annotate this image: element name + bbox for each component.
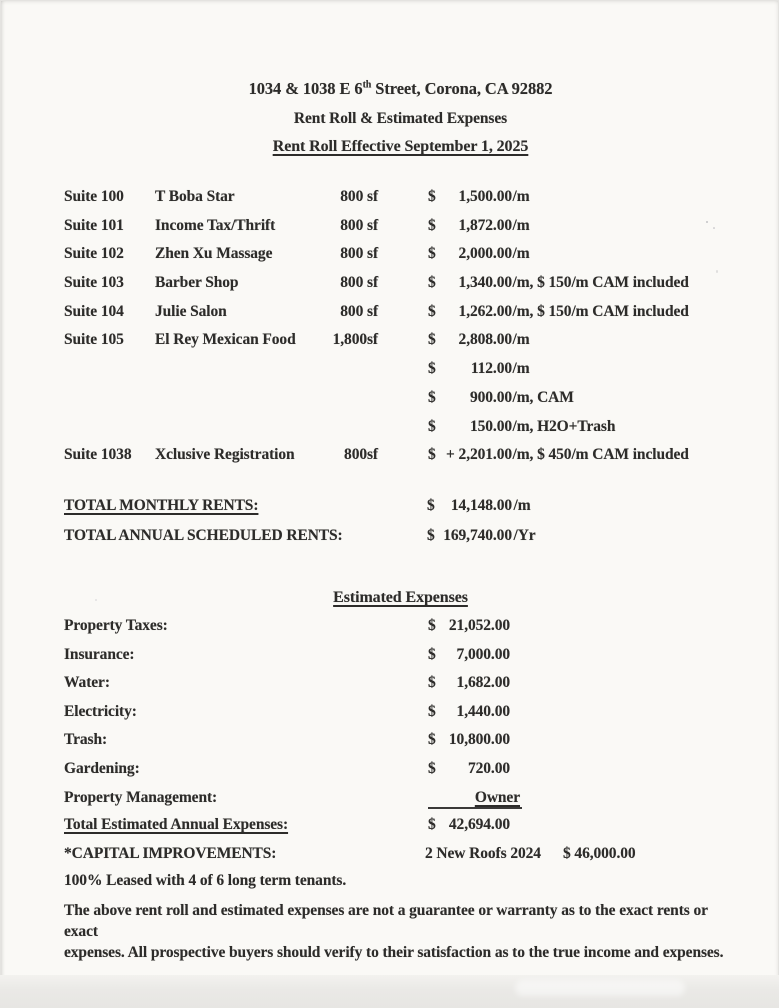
capital-improvements-note: 2 New Roofs 2024 [425,845,541,862]
effective-date-text: Rent Roll Effective September 1, 2025 [272,138,529,155]
property-address [0,79,779,99]
rent-amount: 112.00 [470,360,512,378]
dollar-sign: $ [427,526,435,544]
suite-number: Suite 103 [64,274,124,292]
estimated-expenses-heading [0,589,779,607]
total-monthly-rents-terms: /m [513,497,531,514]
dollar-sign: $ [428,702,436,720]
rent-terms: /m, $ 150/m CAM included [512,302,689,320]
total-annual-rents-row [0,527,779,557]
rent-roll-row [0,418,779,447]
rent-roll-row [0,446,779,475]
rent-amount: 1,262.00 [458,302,512,320]
dollar-sign: $ [428,645,436,663]
tenant-name: El Rey Mexican Food [155,331,296,349]
rent-roll-row [0,217,779,246]
rent-roll-row [0,331,779,360]
square-footage: 1,800sf [332,331,378,349]
expense-row [0,731,779,760]
estimated-expenses-table [0,617,779,817]
disclaimer-text [64,900,739,963]
suite-number: Suite 102 [64,245,124,263]
suite-number: Suite 101 [64,216,124,234]
square-footage: 800 sf [340,216,378,234]
capital-improvements-row [0,845,779,873]
rent-amount: 1,340.00 [458,274,512,292]
rent-terms: /m, H2O+Trash [512,417,616,435]
rent-terms: /m [512,245,530,263]
expense-row [0,789,779,818]
dollar-sign: $ [428,388,436,406]
disclaimer-line-2: expenses. All prospective buyers should verify to their satisfaction as to the true income and expenses. [64,944,724,961]
scan-speckle [713,227,715,229]
rent-roll-row [0,389,779,418]
suite-number: Suite 1038 [64,446,132,464]
expense-label: Gardening: [64,759,140,777]
square-footage: 800 sf [340,245,378,263]
address-ordinal-suffix: th [362,79,372,91]
square-footage: 800 sf [340,274,378,292]
expense-label: Property Taxes: [64,617,168,634]
address-suffix: Street, Corona, CA 92882 [371,79,553,98]
suite-number: Suite 105 [64,331,124,349]
expense-row [0,674,779,703]
rent-roll-row [0,188,779,217]
rent-terms: /m [512,216,530,234]
effective-date-heading [0,138,779,156]
dollar-sign: $ [428,360,436,378]
capital-improvements-amount: $ 46,000.00 [563,845,636,862]
total-monthly-rents-amount: 14,148.00 [450,497,512,514]
expense-amount: 7,000.00 [456,645,510,663]
square-footage: 800 sf [340,302,378,320]
dollar-sign: $ [428,816,436,833]
dollar-sign: $ [428,216,436,234]
total-annual-rents-terms: /Yr [513,526,536,544]
address-prefix: 1034 & 1038 E 6 [248,79,363,98]
rent-terms: /m [512,360,530,378]
expense-row [0,646,779,675]
scan-smudge-artifact [515,980,685,996]
tenant-name: Zhen Xu Massage [155,245,273,263]
rent-terms: /m [512,188,530,205]
suite-number: Suite 104 [64,302,124,320]
rent-terms: /m, CAM [512,388,574,406]
rent-terms: /m, $ 150/m CAM included [512,274,689,292]
rent-amount: 1,872.00 [458,216,512,234]
expense-label: Water: [64,674,110,692]
leased-note: 100% Leased with 4 of 6 long term tenants. [64,872,347,889]
rent-amount: 2,000.00 [458,245,512,263]
total-expenses-label: Total Estimated Annual Expenses: [64,816,289,833]
expense-amount: 10,800.00 [448,731,510,749]
square-footage: 800 sf [340,188,378,205]
rent-amount: 1,500.00 [458,188,512,205]
estimated-expenses-heading-text: Estimated Expenses [333,589,468,606]
dollar-sign: $ [428,446,436,464]
tenant-name: Julie Salon [155,302,227,320]
total-expenses-row [0,816,779,845]
expense-amount: 21,052.00 [448,617,510,634]
dollar-sign: $ [428,759,436,777]
tenant-name: T Boba Star [155,188,235,205]
dollar-sign: $ [428,331,436,349]
dollar-sign: $ [427,497,435,514]
expense-label: Insurance: [64,645,135,663]
rent-roll-row [0,274,779,303]
expense-label: Property Management: [64,788,218,806]
square-footage: 800sf [344,446,378,464]
rent-roll-row [0,303,779,332]
dollar-sign: $ [428,731,436,749]
total-monthly-rents-label: TOTAL MONTHLY RENTS: [64,497,259,514]
expense-row [0,703,779,732]
total-annual-rents-label: TOTAL ANNUAL SCHEDULED RENTS: [64,526,343,544]
dollar-sign: $ [428,302,436,320]
document-title: Rent Roll & Estimated Expenses [293,110,508,127]
tenant-name: Income Tax/Thrift [155,216,276,234]
rent-amount: 150.00 [469,417,512,435]
dollar-sign: $ [428,617,436,634]
scan-speckle [706,221,708,223]
expense-amount: 1,440.00 [456,702,510,720]
scan-speckle [95,599,97,601]
expense-amount: 1,682.00 [456,674,510,692]
dollar-sign: $ [428,674,436,692]
total-monthly-rents-row [0,497,779,527]
rent-terms: /m [512,331,530,349]
rent-amount: 900.00 [469,388,512,406]
rent-roll-row [0,360,779,389]
tenant-name: Xclusive Registration [155,446,295,464]
tenant-name: Barber Shop [155,274,239,292]
owner-value: Owner [428,789,522,809]
rent-amount: + 2,201.00 [446,446,512,464]
dollar-sign: $ [428,245,436,263]
scan-speckle [716,270,718,273]
expense-label: Trash: [64,731,108,749]
dollar-sign: $ [428,274,436,292]
expense-row [0,760,779,789]
capital-improvements-label: *CAPITAL IMPROVEMENTS: [64,845,277,862]
total-expenses-amount: 42,694.00 [448,816,510,833]
dollar-sign: $ [428,417,436,435]
disclaimer-line-1: The above rent roll and estimated expenses are not a guarantee or warranty as to the exact rents or exact [64,902,708,940]
expense-label: Electricity: [64,702,137,720]
rent-roll-table [0,188,779,475]
suite-number: Suite 100 [64,188,124,205]
rent-amount: 2,808.00 [458,331,512,349]
dollar-sign: $ [428,188,436,205]
expense-row [0,617,779,646]
rent-terms: /m, $ 450/m CAM included [512,446,689,464]
rent-roll-row [0,245,779,274]
rent-totals-section [0,497,779,556]
total-annual-rents-amount: 169,740.00 [443,526,512,544]
expense-amount: 720.00 [467,759,510,777]
